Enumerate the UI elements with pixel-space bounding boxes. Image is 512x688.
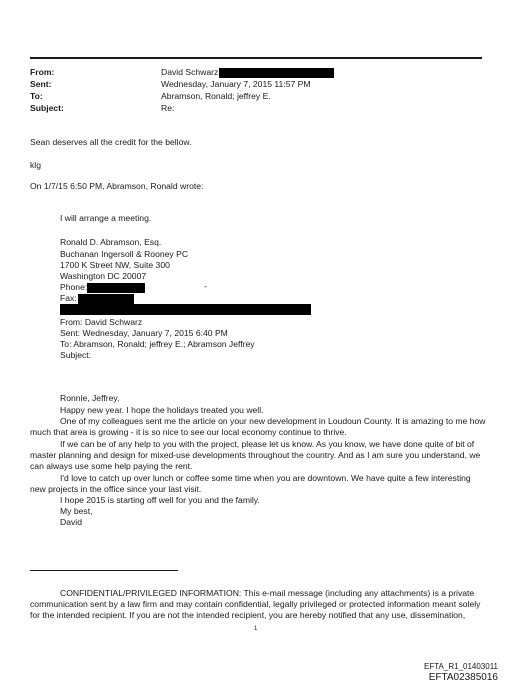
quoted-subject-line: Subject: — [60, 350, 92, 360]
quote-intro: On 1/7/15 6:50 PM, Abramson, Ronald wrote: — [30, 181, 204, 191]
sig-name: Ronald D. Abramson, Esq. — [60, 237, 162, 247]
stray-dash: - — [204, 281, 207, 291]
to-label: To: — [30, 91, 43, 101]
header-top-rule — [30, 57, 482, 59]
page-number: 1 — [254, 626, 258, 632]
letter-p3c: can always use some help paying the rent. — [30, 461, 193, 471]
sig-firm: Buchanan Ingersoll & Rooney PC — [60, 249, 189, 259]
phone-label: Phone: — [60, 282, 88, 292]
letter-salutation: Ronnie, Jeffrey, — [60, 393, 120, 403]
sent-label: Sent: — [30, 79, 52, 89]
letter-closing: My best, — [60, 506, 93, 516]
to-value: Abramson, Ronald; jeffrey E. — [161, 91, 271, 101]
sent-value: Wednesday, January 7, 2015 11:57 PM — [161, 79, 311, 89]
quoted-from-line: From: David Schwarz — [60, 317, 143, 327]
body-line-2: klg — [30, 160, 41, 170]
redaction-bar — [78, 294, 134, 304]
letter-p4b: new projects in the office since your last visit. — [30, 484, 202, 494]
phone-line — [60, 282, 145, 293]
body-line-1: Sean deserves all the credit for the bellow. — [30, 137, 192, 147]
footer-rule — [30, 570, 178, 571]
letter-p2a: One of my colleagues sent me the article on your new development in Loudoun County. It is amazing to me how — [60, 416, 486, 426]
letter-p3a: If we can be of any help to you with the project, please let us know. As you know, we have done quite of bit of — [60, 439, 475, 449]
fax-label: Fax: — [60, 293, 77, 303]
letter-p2b: much that area is growing - it is so nice to see our local economy continue to thrive. — [30, 427, 347, 437]
redaction-bar — [87, 283, 145, 293]
subject-label: Subject: — [30, 103, 64, 113]
confidential-line-3: for the intended recipient. If you are not the intended recipient, you are hereby notified that any use, dissemination, — [30, 610, 466, 620]
redaction-bar — [60, 304, 311, 315]
quoted-to-line: To: Abramson, Ronald; jeffrey E.; Abramson Jeffrey — [60, 339, 255, 349]
from-name: David Schwarz — [161, 67, 219, 77]
letter-signoff: David — [60, 517, 82, 527]
from-label: From: — [30, 67, 55, 77]
confidential-line-2: communication sent by a law firm and may contain confidential, legally privileged or protected information meant solely — [30, 599, 481, 609]
sig-addr2: Washington DC 20007 — [60, 271, 147, 281]
sig-addr1: 1700 K Street NW, Suite 300 — [60, 260, 170, 270]
redaction-bar — [219, 68, 334, 78]
letter-p4a: I'd love to catch up over lunch or coffee some time when you are downtown. We have quite a few interesting — [60, 473, 471, 483]
quoted-arrange: I will arrange a meeting. — [60, 213, 152, 223]
fax-line — [60, 293, 134, 304]
quoted-sent-line: Sent: Wednesday, January 7, 2015 6:40 PM — [60, 328, 228, 338]
letter-p1: Happy new year. I hope the holidays treated you well. — [60, 405, 264, 415]
subject-value: Re: — [161, 103, 175, 113]
bates-number-1: EFTA_R1_01403011 — [424, 662, 498, 671]
letter-p3b: master planning and design for mixed-use developments throughout the country. And as I am sure you understand, we — [30, 450, 481, 460]
bates-number-2: EFTA02385016 — [428, 672, 498, 683]
from-value — [161, 67, 334, 78]
confidential-line-1: CONFIDENTIAL/PRIVILEGED INFORMATION: This e-mail message (including any attachments) is a private — [60, 588, 475, 598]
letter-p5: I hope 2015 is starting off well for you and the family. — [60, 495, 260, 505]
